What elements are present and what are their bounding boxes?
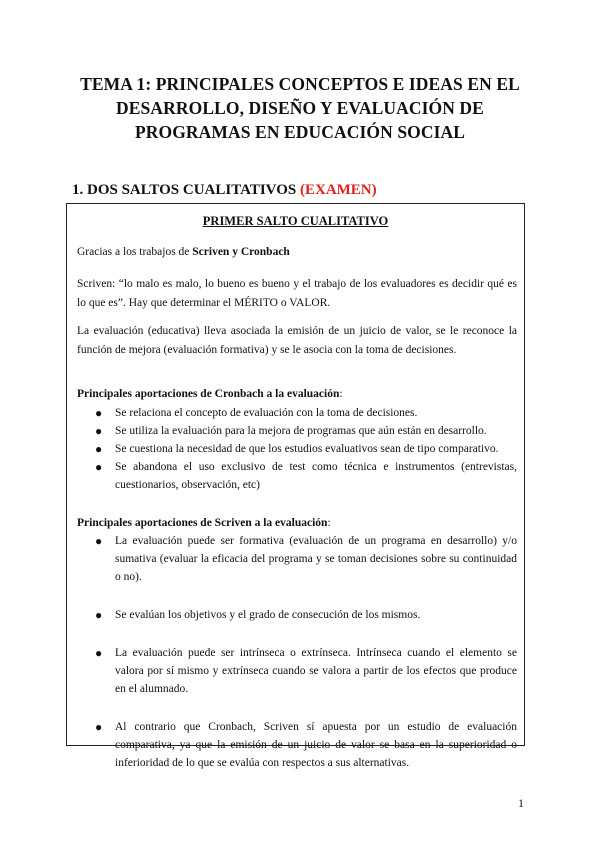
cronbach-heading-suffix: : — [339, 388, 343, 400]
list-item-text: Se cuestiona la necesidad de que los estudios evaluativos sean de tipo comparativo. — [115, 443, 499, 455]
list-item — [77, 718, 517, 772]
evaluation-paragraph: La evaluación (educativa) lleva asociada la emisión de un juicio de valor, se le reconoce la función de mejora (evaluación formativa) y se le asocia con la toma de decisiones. — [77, 325, 517, 356]
cronbach-heading-text: Principales aportaciones de Cronbach a la evaluación — [77, 388, 340, 400]
list-item — [77, 440, 517, 458]
section-heading-text: 1. DOS SALTOS CUALITATIVOS — [72, 182, 297, 198]
list-item-text: Se abandona el uso exclusivo de test como técnica e instrumentos (entrevistas, cuestionarios, observación, etc) — [115, 461, 517, 491]
page-number: 1 — [518, 796, 524, 810]
scriven-heading-suffix: : — [327, 517, 331, 529]
bullet-icon: ● — [95, 442, 103, 456]
list-item-text: Se relaciona el concepto de evaluación con la toma de decisiones. — [115, 407, 418, 419]
document-title — [50, 72, 550, 144]
bullet-icon: ● — [95, 460, 103, 474]
list-item — [77, 644, 517, 698]
list-item-text: Se evalúan los objetivos y el grado de consecución de los mismos. — [115, 609, 421, 621]
scriven-heading — [77, 514, 517, 533]
intro-paragraph — [77, 243, 517, 262]
scriven-heading-text: Principales aportaciones de Scriven a la evaluación — [77, 517, 328, 529]
scriven-quote: Scriven: “lo malo es malo, lo bueno es bueno y el trabajo de los evaluadores es decidir qué es lo que es”. Hay que determinar el MÉRITO o VALOR. — [77, 278, 517, 309]
list-item — [77, 532, 517, 586]
intro-authors: Scriven y Cronbach — [192, 246, 290, 258]
cronbach-list — [77, 404, 517, 494]
intro-prefix: Gracias a los trabajos de — [77, 246, 193, 258]
scriven-list — [77, 532, 517, 772]
bullet-icon: ● — [95, 720, 103, 734]
content-box — [66, 203, 525, 769]
exam-tag: (EXAMEN) — [299, 182, 377, 198]
section-heading — [72, 180, 377, 200]
title-line-2: DESARROLLO, DISEÑO Y EVALUACIÓN DE — [116, 98, 484, 118]
list-item — [77, 404, 517, 422]
bullet-icon: ● — [95, 534, 103, 548]
list-item — [77, 458, 517, 494]
list-item-text: Se utiliza la evaluación para la mejora de programas que aún están en desarrollo. — [115, 425, 487, 437]
list-item-text: Al contrario que Cronbach, Scriven sí apuesta por un estudio de evaluación comparativa, ya que la emisión de un juicio de valor se basa en la superioridad o inferioridad de lo que se evalúa con respectos a sus alternativas. — [115, 721, 517, 769]
bullet-icon: ● — [95, 406, 103, 420]
title-line-1: TEMA 1: PRINCIPALES CONCEPTOS E IDEAS EN EL — [80, 74, 520, 94]
list-item — [77, 606, 517, 624]
list-item-text: La evaluación puede ser formativa (evaluación de un programa en desarrollo) y/o sumativa (evaluar la eficacia del programa y se toman decisiones sobre su continuidad o no). — [115, 535, 517, 583]
bullet-icon: ● — [95, 424, 103, 438]
bullet-icon: ● — [95, 608, 103, 622]
list-item-text: La evaluación puede ser intrínseca o extrínseca. Intrínseca cuando el elemento se valora por sí mismo y extrínseca cuando se valora a partir de los efectos que produce en el alumnado. — [115, 647, 517, 695]
bullet-icon: ● — [95, 646, 103, 660]
cronbach-heading — [77, 385, 517, 404]
box-title: PRIMER SALTO CUALITATIVO — [202, 214, 389, 228]
title-line-3: PROGRAMAS EN EDUCACIÓN SOCIAL — [134, 122, 466, 142]
list-item — [77, 422, 517, 440]
